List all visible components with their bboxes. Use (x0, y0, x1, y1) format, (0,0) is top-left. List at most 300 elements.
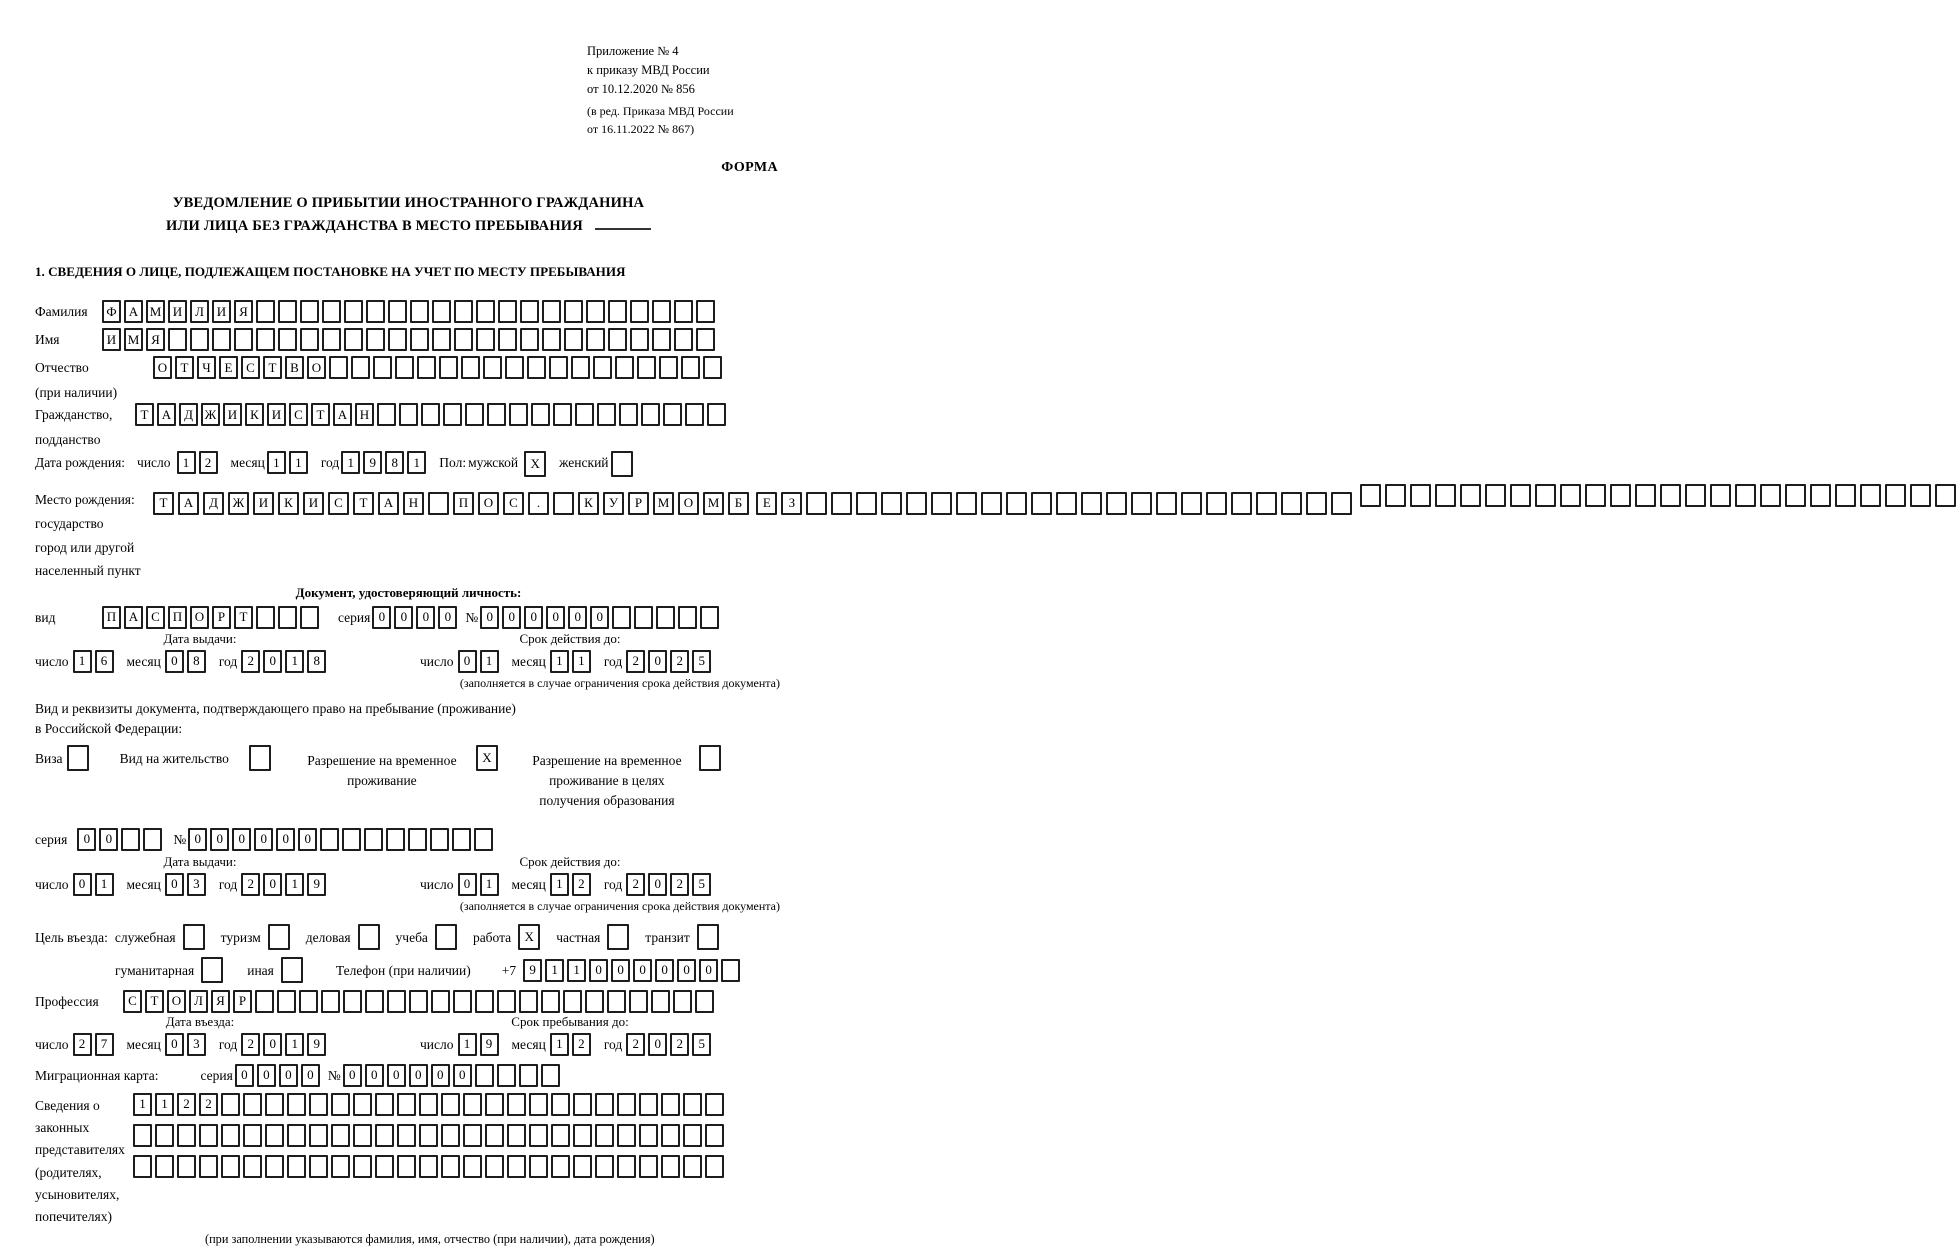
char-cell[interactable]: 0 (648, 1033, 667, 1056)
char-cell[interactable]: У (603, 492, 624, 515)
birthplace-line2-input[interactable] (756, 492, 1356, 515)
surname-input[interactable] (102, 300, 718, 323)
char-cell[interactable]: 0 (633, 959, 652, 982)
char-cell[interactable]: А (333, 403, 352, 426)
char-cell[interactable]: И (303, 492, 324, 515)
char-cell[interactable] (1331, 492, 1352, 515)
char-cell[interactable] (527, 356, 546, 379)
doc-series-input[interactable] (372, 606, 460, 629)
char-cell[interactable] (364, 828, 383, 851)
char-cell[interactable] (699, 745, 721, 771)
char-cell[interactable] (1081, 492, 1102, 515)
char-cell[interactable]: 0 (73, 873, 92, 896)
char-cell[interactable] (397, 1093, 416, 1116)
char-cell[interactable] (300, 606, 319, 629)
char-cell[interactable] (344, 300, 363, 323)
entry-month-input[interactable] (165, 1033, 209, 1056)
char-cell[interactable] (519, 1064, 538, 1087)
char-cell[interactable]: З (781, 492, 802, 515)
profession-input[interactable] (123, 990, 717, 1013)
char-cell[interactable] (507, 1093, 526, 1116)
char-cell[interactable] (421, 403, 440, 426)
char-cell[interactable]: 0 (165, 873, 184, 896)
char-cell[interactable]: 2 (199, 451, 218, 474)
char-cell[interactable] (281, 957, 303, 983)
char-cell[interactable]: Н (403, 492, 424, 515)
char-cell[interactable] (531, 403, 550, 426)
char-cell[interactable]: 2 (670, 1033, 689, 1056)
char-cell[interactable] (575, 403, 594, 426)
char-cell[interactable]: 8 (187, 650, 206, 673)
char-cell[interactable]: 0 (394, 606, 413, 629)
visa-checkbox[interactable] (67, 745, 92, 771)
char-cell[interactable]: 0 (502, 606, 521, 629)
char-cell[interactable] (377, 403, 396, 426)
char-cell[interactable]: 5 (692, 1033, 711, 1056)
char-cell[interactable] (507, 1155, 526, 1178)
char-cell[interactable]: С (146, 606, 165, 629)
char-cell[interactable] (1860, 484, 1881, 507)
char-cell[interactable] (497, 1064, 516, 1087)
char-cell[interactable]: С (289, 403, 308, 426)
char-cell[interactable]: 9 (307, 1033, 326, 1056)
char-cell[interactable]: Т (263, 356, 282, 379)
birthplace-line1-input[interactable] (153, 492, 753, 515)
char-cell[interactable] (856, 492, 877, 515)
char-cell[interactable]: 0 (165, 1033, 184, 1056)
char-cell[interactable] (452, 828, 471, 851)
char-cell[interactable] (595, 1093, 614, 1116)
char-cell[interactable] (1131, 492, 1152, 515)
char-cell[interactable] (373, 356, 392, 379)
char-cell[interactable] (831, 492, 852, 515)
name-input[interactable] (102, 328, 718, 351)
char-cell[interactable] (1535, 484, 1556, 507)
char-cell[interactable]: 1 (177, 451, 196, 474)
char-cell[interactable]: 1 (458, 1033, 477, 1056)
char-cell[interactable] (1610, 484, 1631, 507)
char-cell[interactable] (453, 990, 472, 1013)
char-cell[interactable] (331, 1124, 350, 1147)
char-cell[interactable] (617, 1155, 636, 1178)
char-cell[interactable] (375, 1124, 394, 1147)
char-cell[interactable] (321, 990, 340, 1013)
char-cell[interactable] (410, 300, 429, 323)
char-cell[interactable]: Т (353, 492, 374, 515)
char-cell[interactable] (474, 828, 493, 851)
char-cell[interactable] (683, 1093, 702, 1116)
char-cell[interactable]: X (476, 745, 498, 771)
char-cell[interactable]: С (241, 356, 260, 379)
char-cell[interactable]: И (253, 492, 274, 515)
char-cell[interactable] (549, 356, 568, 379)
char-cell[interactable]: 1 (480, 873, 499, 896)
char-cell[interactable] (607, 924, 629, 950)
char-cell[interactable]: О (478, 492, 499, 515)
char-cell[interactable]: Л (189, 990, 208, 1013)
rvp-valid-day-input[interactable] (458, 873, 502, 896)
char-cell[interactable] (409, 990, 428, 1013)
char-cell[interactable] (661, 1155, 680, 1178)
char-cell[interactable] (255, 990, 274, 1013)
char-cell[interactable] (256, 300, 275, 323)
char-cell[interactable]: 0 (188, 828, 207, 851)
char-cell[interactable] (1460, 484, 1481, 507)
char-cell[interactable] (483, 356, 502, 379)
char-cell[interactable]: Е (756, 492, 777, 515)
rvp-issue-month-input[interactable] (165, 873, 209, 896)
char-cell[interactable] (386, 828, 405, 851)
char-cell[interactable] (344, 328, 363, 351)
char-cell[interactable] (287, 1093, 306, 1116)
char-cell[interactable] (573, 1155, 592, 1178)
char-cell[interactable] (133, 1155, 152, 1178)
char-cell[interactable]: Ф (102, 300, 121, 323)
char-cell[interactable]: С (503, 492, 524, 515)
char-cell[interactable]: Р (233, 990, 252, 1013)
char-cell[interactable]: А (124, 606, 143, 629)
char-cell[interactable] (265, 1124, 284, 1147)
char-cell[interactable] (366, 328, 385, 351)
temp-residence-checkbox[interactable] (476, 745, 501, 771)
char-cell[interactable] (520, 328, 539, 351)
char-cell[interactable]: Т (145, 990, 164, 1013)
char-cell[interactable] (199, 1155, 218, 1178)
temp-residence-edu-checkbox[interactable] (699, 745, 724, 771)
char-cell[interactable] (221, 1124, 240, 1147)
char-cell[interactable]: . (528, 492, 549, 515)
migration-series-input[interactable] (235, 1064, 323, 1087)
char-cell[interactable]: О (678, 492, 699, 515)
char-cell[interactable] (509, 403, 528, 426)
char-cell[interactable] (595, 1124, 614, 1147)
purpose-private-checkbox[interactable] (607, 924, 632, 950)
purpose-tourism-checkbox[interactable] (268, 924, 293, 950)
phone-input[interactable] (523, 959, 743, 982)
char-cell[interactable]: И (267, 403, 286, 426)
char-cell[interactable] (634, 606, 653, 629)
char-cell[interactable]: 0 (416, 606, 435, 629)
char-cell[interactable] (155, 1155, 174, 1178)
char-cell[interactable] (1935, 484, 1956, 507)
char-cell[interactable] (366, 300, 385, 323)
char-cell[interactable] (475, 990, 494, 1013)
char-cell[interactable] (432, 300, 451, 323)
char-cell[interactable] (656, 606, 675, 629)
representatives-line3-input[interactable] (133, 1155, 727, 1178)
char-cell[interactable]: Т (175, 356, 194, 379)
char-cell[interactable] (397, 1155, 416, 1178)
char-cell[interactable]: 0 (568, 606, 587, 629)
doc-kind-input[interactable] (102, 606, 322, 629)
char-cell[interactable] (309, 1155, 328, 1178)
char-cell[interactable] (1810, 484, 1831, 507)
char-cell[interactable] (542, 300, 561, 323)
purpose-official-checkbox[interactable] (183, 924, 208, 950)
char-cell[interactable]: Л (190, 300, 209, 323)
char-cell[interactable] (1281, 492, 1302, 515)
char-cell[interactable] (432, 328, 451, 351)
char-cell[interactable] (441, 1124, 460, 1147)
char-cell[interactable] (475, 1064, 494, 1087)
char-cell[interactable]: 0 (590, 606, 609, 629)
char-cell[interactable] (441, 1093, 460, 1116)
char-cell[interactable]: П (453, 492, 474, 515)
rvp-issue-year-input[interactable] (241, 873, 329, 896)
char-cell[interactable]: 2 (572, 1033, 591, 1056)
char-cell[interactable] (721, 959, 740, 982)
stay-year-input[interactable] (626, 1033, 714, 1056)
char-cell[interactable] (67, 745, 89, 771)
char-cell[interactable]: Ж (228, 492, 249, 515)
birth-day-input[interactable] (177, 451, 221, 474)
char-cell[interactable]: 1 (155, 1093, 174, 1116)
char-cell[interactable]: 1 (550, 873, 569, 896)
char-cell[interactable]: 0 (301, 1064, 320, 1087)
char-cell[interactable] (331, 1155, 350, 1178)
char-cell[interactable]: 0 (611, 959, 630, 982)
doc-number-input[interactable] (480, 606, 722, 629)
char-cell[interactable] (573, 1093, 592, 1116)
char-cell[interactable] (430, 828, 449, 851)
char-cell[interactable] (1710, 484, 1731, 507)
char-cell[interactable]: 0 (387, 1064, 406, 1087)
char-cell[interactable] (183, 924, 205, 950)
char-cell[interactable] (564, 300, 583, 323)
birth-year-input[interactable] (341, 451, 429, 474)
char-cell[interactable] (703, 356, 722, 379)
char-cell[interactable] (485, 1155, 504, 1178)
char-cell[interactable]: 9 (363, 451, 382, 474)
char-cell[interactable]: 0 (232, 828, 251, 851)
char-cell[interactable] (507, 1124, 526, 1147)
char-cell[interactable]: 2 (199, 1093, 218, 1116)
char-cell[interactable] (542, 328, 561, 351)
char-cell[interactable]: 0 (279, 1064, 298, 1087)
char-cell[interactable] (1660, 484, 1681, 507)
char-cell[interactable]: О (153, 356, 172, 379)
char-cell[interactable] (705, 1093, 724, 1116)
char-cell[interactable] (608, 300, 627, 323)
char-cell[interactable] (639, 1124, 658, 1147)
char-cell[interactable]: 0 (699, 959, 718, 982)
char-cell[interactable]: 2 (670, 650, 689, 673)
char-cell[interactable] (553, 492, 574, 515)
char-cell[interactable] (387, 990, 406, 1013)
char-cell[interactable]: 1 (285, 1033, 304, 1056)
char-cell[interactable]: Я (146, 328, 165, 351)
char-cell[interactable]: 1 (73, 650, 92, 673)
char-cell[interactable] (322, 300, 341, 323)
entry-day-input[interactable] (73, 1033, 117, 1056)
char-cell[interactable] (585, 990, 604, 1013)
char-cell[interactable] (1735, 484, 1756, 507)
birth-month-input[interactable] (267, 451, 311, 474)
char-cell[interactable] (249, 745, 271, 771)
char-cell[interactable] (696, 328, 715, 351)
char-cell[interactable]: 1 (480, 650, 499, 673)
char-cell[interactable] (121, 828, 140, 851)
char-cell[interactable] (309, 1093, 328, 1116)
char-cell[interactable] (408, 828, 427, 851)
char-cell[interactable] (1056, 492, 1077, 515)
char-cell[interactable] (287, 1155, 306, 1178)
char-cell[interactable] (663, 403, 682, 426)
char-cell[interactable] (611, 451, 633, 477)
char-cell[interactable] (674, 328, 693, 351)
char-cell[interactable] (365, 990, 384, 1013)
char-cell[interactable] (256, 328, 275, 351)
char-cell[interactable]: Ч (197, 356, 216, 379)
char-cell[interactable] (597, 403, 616, 426)
char-cell[interactable] (441, 1155, 460, 1178)
char-cell[interactable] (353, 1093, 372, 1116)
char-cell[interactable]: И (168, 300, 187, 323)
char-cell[interactable]: 9 (523, 959, 542, 982)
char-cell[interactable]: А (378, 492, 399, 515)
char-cell[interactable] (419, 1124, 438, 1147)
char-cell[interactable]: М (146, 300, 165, 323)
migration-number-input[interactable] (343, 1064, 563, 1087)
char-cell[interactable]: 8 (385, 451, 404, 474)
char-cell[interactable]: П (168, 606, 187, 629)
char-cell[interactable] (399, 403, 418, 426)
char-cell[interactable]: Т (153, 492, 174, 515)
char-cell[interactable] (608, 328, 627, 351)
char-cell[interactable]: 2 (73, 1033, 92, 1056)
char-cell[interactable] (1231, 492, 1252, 515)
char-cell[interactable] (177, 1124, 196, 1147)
char-cell[interactable] (268, 924, 290, 950)
char-cell[interactable] (454, 300, 473, 323)
char-cell[interactable]: 2 (241, 650, 260, 673)
char-cell[interactable]: Б (728, 492, 749, 515)
char-cell[interactable] (683, 1155, 702, 1178)
char-cell[interactable] (358, 924, 380, 950)
rvp-issue-day-input[interactable] (73, 873, 117, 896)
char-cell[interactable] (1685, 484, 1706, 507)
representatives-line1-input[interactable] (133, 1093, 727, 1116)
char-cell[interactable]: 0 (589, 959, 608, 982)
char-cell[interactable]: 1 (407, 451, 426, 474)
char-cell[interactable]: К (245, 403, 264, 426)
char-cell[interactable]: И (223, 403, 242, 426)
char-cell[interactable] (143, 828, 162, 851)
identity-valid-month-input[interactable] (550, 650, 594, 673)
char-cell[interactable] (695, 990, 714, 1013)
rvp-number-input[interactable] (188, 828, 496, 851)
char-cell[interactable] (520, 300, 539, 323)
char-cell[interactable] (1031, 492, 1052, 515)
char-cell[interactable] (221, 1155, 240, 1178)
char-cell[interactable] (685, 403, 704, 426)
char-cell[interactable]: 3 (187, 1033, 206, 1056)
char-cell[interactable] (463, 1124, 482, 1147)
char-cell[interactable] (410, 328, 429, 351)
char-cell[interactable]: 0 (453, 1064, 472, 1087)
char-cell[interactable] (1560, 484, 1581, 507)
char-cell[interactable]: М (703, 492, 724, 515)
char-cell[interactable] (1760, 484, 1781, 507)
char-cell[interactable] (287, 1124, 306, 1147)
char-cell[interactable]: 0 (458, 873, 477, 896)
char-cell[interactable] (397, 1124, 416, 1147)
char-cell[interactable]: М (653, 492, 674, 515)
char-cell[interactable]: П (102, 606, 121, 629)
char-cell[interactable] (697, 924, 719, 950)
char-cell[interactable]: 0 (409, 1064, 428, 1087)
char-cell[interactable] (133, 1124, 152, 1147)
char-cell[interactable] (529, 1124, 548, 1147)
char-cell[interactable] (956, 492, 977, 515)
char-cell[interactable] (619, 403, 638, 426)
char-cell[interactable] (1385, 484, 1406, 507)
char-cell[interactable] (443, 403, 462, 426)
char-cell[interactable] (1885, 484, 1906, 507)
char-cell[interactable]: 0 (165, 650, 184, 673)
char-cell[interactable] (487, 403, 506, 426)
char-cell[interactable] (700, 606, 719, 629)
char-cell[interactable] (375, 1093, 394, 1116)
char-cell[interactable] (705, 1124, 724, 1147)
residence-permit-checkbox[interactable] (249, 745, 274, 771)
char-cell[interactable]: А (178, 492, 199, 515)
char-cell[interactable] (696, 300, 715, 323)
char-cell[interactable] (353, 1124, 372, 1147)
char-cell[interactable] (1585, 484, 1606, 507)
female-checkbox[interactable] (611, 451, 636, 477)
char-cell[interactable] (1306, 492, 1327, 515)
char-cell[interactable] (615, 356, 634, 379)
char-cell[interactable] (1206, 492, 1227, 515)
char-cell[interactable] (1410, 484, 1431, 507)
char-cell[interactable] (673, 990, 692, 1013)
char-cell[interactable]: 0 (648, 650, 667, 673)
char-cell[interactable]: С (328, 492, 349, 515)
char-cell[interactable] (1785, 484, 1806, 507)
char-cell[interactable] (1006, 492, 1027, 515)
char-cell[interactable]: 2 (177, 1093, 196, 1116)
entry-year-input[interactable] (241, 1033, 329, 1056)
char-cell[interactable]: Т (234, 606, 253, 629)
char-cell[interactable] (652, 300, 671, 323)
char-cell[interactable]: 1 (550, 650, 569, 673)
char-cell[interactable]: Е (219, 356, 238, 379)
char-cell[interactable] (612, 606, 631, 629)
birthplace-line3-input[interactable] (1360, 484, 1960, 507)
char-cell[interactable] (595, 1155, 614, 1178)
char-cell[interactable]: 1 (341, 451, 360, 474)
char-cell[interactable]: С (123, 990, 142, 1013)
char-cell[interactable] (428, 492, 449, 515)
char-cell[interactable]: 0 (210, 828, 229, 851)
char-cell[interactable]: 0 (365, 1064, 384, 1087)
char-cell[interactable] (529, 1093, 548, 1116)
char-cell[interactable]: 2 (626, 650, 645, 673)
char-cell[interactable] (586, 328, 605, 351)
char-cell[interactable] (498, 328, 517, 351)
char-cell[interactable]: 1 (572, 650, 591, 673)
char-cell[interactable]: 0 (480, 606, 499, 629)
char-cell[interactable] (1435, 484, 1456, 507)
char-cell[interactable] (465, 403, 484, 426)
char-cell[interactable]: 1 (133, 1093, 152, 1116)
char-cell[interactable] (243, 1124, 262, 1147)
char-cell[interactable]: 2 (626, 873, 645, 896)
char-cell[interactable] (593, 356, 612, 379)
char-cell[interactable] (906, 492, 927, 515)
char-cell[interactable] (551, 1155, 570, 1178)
